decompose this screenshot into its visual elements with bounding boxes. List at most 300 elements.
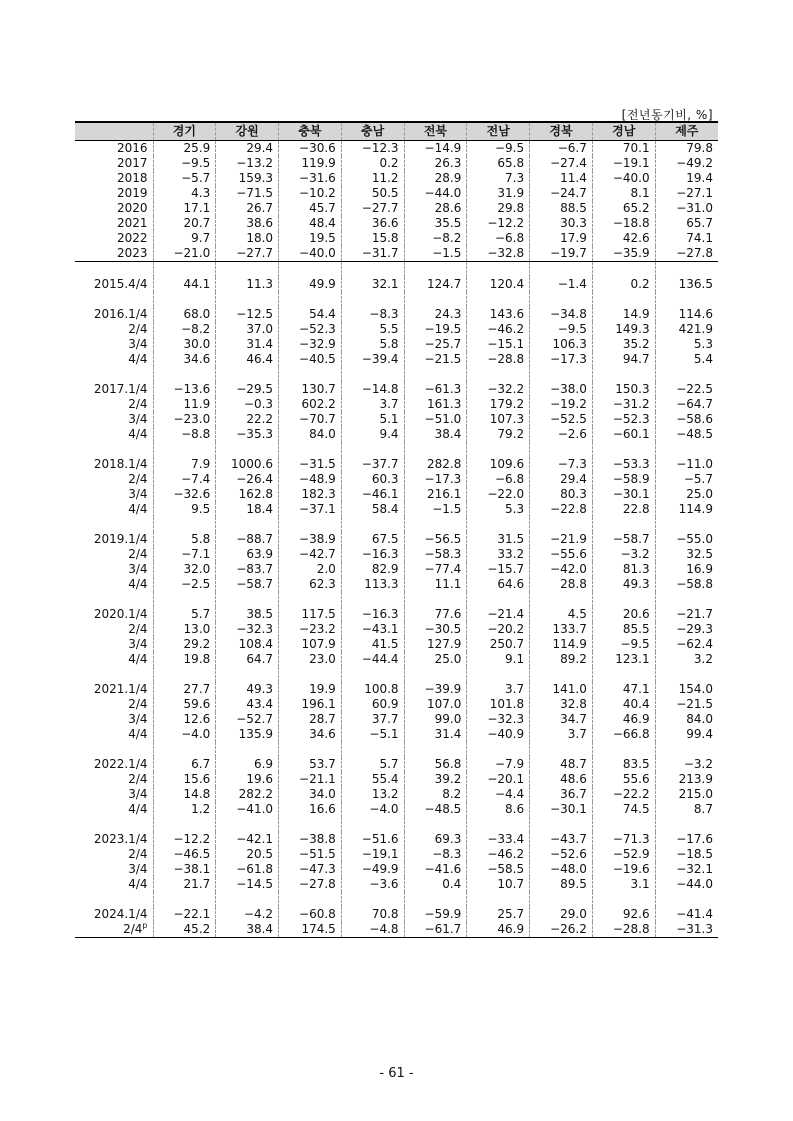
preliminary-mark: p xyxy=(142,921,148,930)
table-cell: −66.8 xyxy=(592,727,655,742)
table-cell: 20.6 xyxy=(592,607,655,622)
table-cell: 1.2 xyxy=(153,802,216,817)
spacer-cell xyxy=(404,817,467,832)
row-label-text: 4/4 xyxy=(128,877,148,891)
table-cell: −3.6 xyxy=(341,877,404,892)
spacer-cell xyxy=(341,367,404,382)
row-label-text: 2020 xyxy=(116,201,148,215)
table-cell: −22.8 xyxy=(530,502,593,517)
table-cell: −88.7 xyxy=(216,532,279,547)
spacer-row xyxy=(75,292,718,307)
table-cell: 5.8 xyxy=(341,337,404,352)
table-cell: 26.3 xyxy=(404,156,467,171)
row-label xyxy=(75,156,153,171)
table-cell: 0.2 xyxy=(592,277,655,292)
spacer-cell xyxy=(216,292,279,307)
table-cell: −0.3 xyxy=(216,397,279,412)
row-label-text: 4/4 xyxy=(128,577,148,591)
table-cell: 63.9 xyxy=(216,547,279,562)
table-cell: −8.2 xyxy=(404,231,467,246)
table-cell: 30.3 xyxy=(530,216,593,231)
table-cell: −51.6 xyxy=(341,832,404,847)
table-cell: −13.6 xyxy=(153,382,216,397)
table-cell: 161.3 xyxy=(404,397,467,412)
table-cell: −6.7 xyxy=(530,141,593,157)
spacer-cell xyxy=(467,817,530,832)
table-cell: 114.9 xyxy=(530,637,593,652)
table-cell: 70.1 xyxy=(592,141,655,157)
table-cell: 83.5 xyxy=(592,757,655,772)
spacer-cell xyxy=(592,292,655,307)
table-cell: −47.3 xyxy=(279,862,342,877)
table-cell: 56.8 xyxy=(404,757,467,772)
row-label-text: 2017 xyxy=(116,156,148,170)
table-cell: 58.4 xyxy=(341,502,404,517)
table-cell: −58.3 xyxy=(404,547,467,562)
table-cell: 35.2 xyxy=(592,337,655,352)
column-header: 강원 xyxy=(216,122,279,141)
table-cell: 107.3 xyxy=(467,412,530,427)
table-cell: 9.5 xyxy=(153,502,216,517)
row-label xyxy=(75,216,153,231)
table-row xyxy=(75,412,718,427)
spacer-cell xyxy=(530,667,593,682)
table-cell: −7.9 xyxy=(467,757,530,772)
table-cell: −27.4 xyxy=(530,156,593,171)
table-cell: 28.8 xyxy=(530,577,593,592)
row-label-text: 2/4 xyxy=(128,547,148,561)
table-cell: 8.7 xyxy=(655,802,718,817)
table-cell: 114.6 xyxy=(655,307,718,322)
table-cell: −42.0 xyxy=(530,562,593,577)
table-cell: 174.5 xyxy=(279,922,342,938)
table-cell: 37.0 xyxy=(216,322,279,337)
table-row xyxy=(75,277,718,292)
table-cell: −26.4 xyxy=(216,472,279,487)
table-cell: −16.3 xyxy=(341,547,404,562)
spacer-cell xyxy=(404,742,467,757)
row-label xyxy=(75,307,153,322)
spacer-cell xyxy=(153,262,216,278)
table-cell: −41.4 xyxy=(655,907,718,922)
table-cell: 136.5 xyxy=(655,277,718,292)
table-cell: −56.5 xyxy=(404,532,467,547)
table-cell: 114.9 xyxy=(655,502,718,517)
table-cell: −46.5 xyxy=(153,847,216,862)
table-cell: 65.2 xyxy=(592,201,655,216)
row-label-text: 3/4 xyxy=(128,637,148,651)
table-cell: −21.9 xyxy=(530,532,593,547)
table-row xyxy=(75,697,718,712)
table-cell: 7.9 xyxy=(153,457,216,472)
table-cell: 282.8 xyxy=(404,457,467,472)
table-cell: −53.3 xyxy=(592,457,655,472)
table-row xyxy=(75,727,718,742)
table-cell: −23.0 xyxy=(153,412,216,427)
table-cell: −71.5 xyxy=(216,186,279,201)
table-cell: 74.1 xyxy=(655,231,718,246)
spacer-cell xyxy=(153,817,216,832)
table-cell: −51.0 xyxy=(404,412,467,427)
spacer-cell xyxy=(655,667,718,682)
table-cell: −52.3 xyxy=(279,322,342,337)
table-cell: 8.1 xyxy=(592,186,655,201)
table-cell: 45.2 xyxy=(153,922,216,938)
table-cell: −44.4 xyxy=(341,652,404,667)
row-label-text: 2/4 xyxy=(128,622,148,636)
row-label xyxy=(75,712,153,727)
table-cell: −40.9 xyxy=(467,727,530,742)
table-cell: −58.6 xyxy=(655,412,718,427)
table-cell: 6.9 xyxy=(216,757,279,772)
table-cell: −64.7 xyxy=(655,397,718,412)
table-row xyxy=(75,231,718,246)
table-cell: 19.6 xyxy=(216,772,279,787)
table-cell: −55.6 xyxy=(530,547,593,562)
table-cell: 22.8 xyxy=(592,502,655,517)
table-row xyxy=(75,877,718,892)
spacer-cell xyxy=(75,742,153,757)
table-cell: −5.7 xyxy=(655,472,718,487)
table-cell: 127.9 xyxy=(404,637,467,652)
spacer-cell xyxy=(75,262,153,278)
spacer-cell xyxy=(530,367,593,382)
table-cell: 117.5 xyxy=(279,607,342,622)
row-label-text: 2/4 xyxy=(128,847,148,861)
row-label-text: 3/4 xyxy=(128,487,148,501)
table-cell: 47.1 xyxy=(592,682,655,697)
table-cell: 45.7 xyxy=(279,201,342,216)
row-label-text: 3/4 xyxy=(128,412,148,426)
table-row xyxy=(75,712,718,727)
table-cell: 28.9 xyxy=(404,171,467,186)
table-body xyxy=(75,141,718,938)
table-cell: 123.1 xyxy=(592,652,655,667)
table-row xyxy=(75,307,718,322)
table-cell: 31.4 xyxy=(216,337,279,352)
row-label xyxy=(75,772,153,787)
table-cell: 80.3 xyxy=(530,487,593,502)
table-cell: 130.7 xyxy=(279,382,342,397)
spacer-cell xyxy=(592,892,655,907)
table-cell: 82.9 xyxy=(341,562,404,577)
table-cell: 19.9 xyxy=(279,682,342,697)
table-cell: 50.5 xyxy=(341,186,404,201)
spacer-row xyxy=(75,367,718,382)
row-label xyxy=(75,652,153,667)
table-cell: 421.9 xyxy=(655,322,718,337)
table-cell: 25.0 xyxy=(655,487,718,502)
table-cell: 215.0 xyxy=(655,787,718,802)
row-label-text: 2019 xyxy=(116,186,148,200)
table-row xyxy=(75,457,718,472)
row-label xyxy=(75,907,153,922)
table-row xyxy=(75,652,718,667)
row-label xyxy=(75,397,153,412)
table-cell: −22.2 xyxy=(592,787,655,802)
spacer-cell xyxy=(341,442,404,457)
table-cell: −8.3 xyxy=(341,307,404,322)
table-cell: 196.1 xyxy=(279,697,342,712)
row-label-text: 4/4 xyxy=(128,502,148,516)
table-row xyxy=(75,562,718,577)
table-cell: −15.7 xyxy=(467,562,530,577)
table-row xyxy=(75,802,718,817)
row-label-text: 2/4 xyxy=(128,697,148,711)
table-cell: 31.4 xyxy=(404,727,467,742)
table-cell: −40.0 xyxy=(279,246,342,262)
table-cell: 21.7 xyxy=(153,877,216,892)
table-cell: −7.4 xyxy=(153,472,216,487)
spacer-cell xyxy=(216,742,279,757)
table-cell: −21.5 xyxy=(404,352,467,367)
row-label xyxy=(75,277,153,292)
table-cell: −58.7 xyxy=(216,577,279,592)
row-label-text: 2016.1/4 xyxy=(93,307,148,321)
spacer-cell xyxy=(279,367,342,382)
table-cell: 29.4 xyxy=(216,141,279,157)
table-cell: −21.7 xyxy=(655,607,718,622)
row-label xyxy=(75,186,153,201)
table-cell: 46.9 xyxy=(467,922,530,938)
row-label-text: 3/4 xyxy=(128,862,148,876)
spacer-cell xyxy=(75,592,153,607)
table-cell: −22.0 xyxy=(467,487,530,502)
table-cell: −8.3 xyxy=(404,847,467,862)
spacer-cell xyxy=(655,817,718,832)
table-cell: 32.0 xyxy=(153,562,216,577)
table-row xyxy=(75,862,718,877)
spacer-cell xyxy=(655,592,718,607)
table-cell: −8.2 xyxy=(153,322,216,337)
table-cell: 106.3 xyxy=(530,337,593,352)
table-cell: 99.0 xyxy=(404,712,467,727)
table-cell: 92.6 xyxy=(592,907,655,922)
row-label-text: 4/4 xyxy=(128,652,148,666)
row-label xyxy=(75,427,153,442)
row-label-text: 2/4 xyxy=(128,772,148,786)
table-cell: −4.0 xyxy=(153,727,216,742)
table-cell: −60.8 xyxy=(279,907,342,922)
table-row xyxy=(75,682,718,697)
row-label-text: 2018.1/4 xyxy=(93,457,148,471)
table-cell: 25.7 xyxy=(467,907,530,922)
table-cell: −43.7 xyxy=(530,832,593,847)
table-cell: 64.7 xyxy=(216,652,279,667)
table-cell: −70.7 xyxy=(279,412,342,427)
spacer-cell xyxy=(530,442,593,457)
table-cell: −17.6 xyxy=(655,832,718,847)
table-cell: −41.0 xyxy=(216,802,279,817)
table-row xyxy=(75,171,718,186)
table-cell: 133.7 xyxy=(530,622,593,637)
table-cell: −58.9 xyxy=(592,472,655,487)
row-label-text: 4/4 xyxy=(128,802,148,816)
table-cell: 54.4 xyxy=(279,307,342,322)
table-cell: −17.3 xyxy=(404,472,467,487)
spacer-cell xyxy=(655,367,718,382)
table-cell: 28.6 xyxy=(404,201,467,216)
spacer-cell xyxy=(592,442,655,457)
table-cell: 159.3 xyxy=(216,171,279,186)
table-cell: −11.0 xyxy=(655,457,718,472)
table-cell: 29.0 xyxy=(530,907,593,922)
spacer-row xyxy=(75,442,718,457)
header-corner xyxy=(75,122,153,141)
table-cell: −20.1 xyxy=(467,772,530,787)
table-cell: 17.1 xyxy=(153,201,216,216)
row-label xyxy=(75,862,153,877)
table-cell: 9.7 xyxy=(153,231,216,246)
row-label xyxy=(75,607,153,622)
table-cell: 74.5 xyxy=(592,802,655,817)
table-cell: −32.2 xyxy=(467,382,530,397)
row-label-text: 2021 xyxy=(116,216,148,230)
row-label xyxy=(75,847,153,862)
table-cell: 36.6 xyxy=(341,216,404,231)
table-cell: −27.1 xyxy=(655,186,718,201)
spacer-cell xyxy=(530,892,593,907)
table-cell: −21.0 xyxy=(153,246,216,262)
spacer-cell xyxy=(153,742,216,757)
table-cell: 24.3 xyxy=(404,307,467,322)
table-cell: 46.9 xyxy=(592,712,655,727)
table-row xyxy=(75,622,718,637)
table-cell: −35.3 xyxy=(216,427,279,442)
table-cell: 11.2 xyxy=(341,171,404,186)
spacer-row xyxy=(75,262,718,278)
table-cell: 5.8 xyxy=(153,532,216,547)
table-cell: 81.3 xyxy=(592,562,655,577)
table-cell: −40.5 xyxy=(279,352,342,367)
spacer-cell xyxy=(216,592,279,607)
table-cell: 29.8 xyxy=(467,201,530,216)
table-cell: 23.0 xyxy=(279,652,342,667)
spacer-cell xyxy=(530,262,593,278)
table-cell: −3.2 xyxy=(655,757,718,772)
spacer-cell xyxy=(341,817,404,832)
table-cell: −30.5 xyxy=(404,622,467,637)
spacer-cell xyxy=(279,667,342,682)
row-label-text: 3/4 xyxy=(128,562,148,576)
spacer-cell xyxy=(279,517,342,532)
table-cell: 79.8 xyxy=(655,141,718,157)
table-cell: 41.5 xyxy=(341,637,404,652)
row-label-text: 2023 xyxy=(116,246,148,260)
table-row xyxy=(75,502,718,517)
row-label-text: 2022.1/4 xyxy=(93,757,148,771)
table-cell: 5.3 xyxy=(467,502,530,517)
table-cell: 16.6 xyxy=(279,802,342,817)
table-cell: 15.6 xyxy=(153,772,216,787)
table-row xyxy=(75,847,718,862)
spacer-cell xyxy=(655,442,718,457)
column-header: 경북 xyxy=(530,122,593,141)
table-cell: −28.8 xyxy=(467,352,530,367)
row-label-text: 3/4 xyxy=(128,787,148,801)
table-cell: 26.7 xyxy=(216,201,279,216)
table-cell: 19.4 xyxy=(655,171,718,186)
table-cell: 282.2 xyxy=(216,787,279,802)
table-cell: −4.2 xyxy=(216,907,279,922)
table-cell: 8.2 xyxy=(404,787,467,802)
spacer-cell xyxy=(153,517,216,532)
table-cell: 18.0 xyxy=(216,231,279,246)
table-cell: −14.8 xyxy=(341,382,404,397)
row-label-text: 2021.1/4 xyxy=(93,682,148,696)
spacer-cell xyxy=(467,517,530,532)
spacer-cell xyxy=(467,292,530,307)
row-label xyxy=(75,622,153,637)
table-row xyxy=(75,141,718,157)
table-cell: 143.6 xyxy=(467,307,530,322)
column-header: 충남 xyxy=(341,122,404,141)
spacer-cell xyxy=(530,592,593,607)
table-row xyxy=(75,577,718,592)
spacer-cell xyxy=(216,442,279,457)
table-cell: −21.1 xyxy=(279,772,342,787)
table-cell: −32.9 xyxy=(279,337,342,352)
table-cell: 107.9 xyxy=(279,637,342,652)
table-cell: −6.8 xyxy=(467,472,530,487)
table-cell: 84.0 xyxy=(655,712,718,727)
spacer-cell xyxy=(153,592,216,607)
table-cell: −52.6 xyxy=(530,847,593,862)
spacer-cell xyxy=(216,817,279,832)
spacer-cell xyxy=(75,367,153,382)
table-cell: −19.6 xyxy=(592,862,655,877)
table-cell: 32.8 xyxy=(530,697,593,712)
table-cell: −30.1 xyxy=(592,487,655,502)
spacer-cell xyxy=(153,667,216,682)
table-cell: 65.7 xyxy=(655,216,718,231)
row-label xyxy=(75,141,153,157)
table-cell: 34.6 xyxy=(153,352,216,367)
table-cell: 38.4 xyxy=(216,922,279,938)
table-cell: −28.8 xyxy=(592,922,655,938)
table-cell: 49.9 xyxy=(279,277,342,292)
row-label-text: 2/4 xyxy=(128,472,148,486)
table-cell: −62.4 xyxy=(655,637,718,652)
table-cell: 18.4 xyxy=(216,502,279,517)
table-cell: 10.7 xyxy=(467,877,530,892)
table-cell: 119.9 xyxy=(279,156,342,171)
row-label-text: 2017.1/4 xyxy=(93,382,148,396)
table-row xyxy=(75,337,718,352)
table-row xyxy=(75,156,718,171)
table-cell: 30.0 xyxy=(153,337,216,352)
spacer-cell xyxy=(75,517,153,532)
table-cell: 11.3 xyxy=(216,277,279,292)
table-cell: 13.0 xyxy=(153,622,216,637)
spacer-cell xyxy=(279,817,342,832)
table-cell: −12.2 xyxy=(467,216,530,231)
table-cell: −19.1 xyxy=(341,847,404,862)
table-cell: −14.5 xyxy=(216,877,279,892)
table-cell: 250.7 xyxy=(467,637,530,652)
table-cell: 31.9 xyxy=(467,186,530,201)
table-cell: −43.1 xyxy=(341,622,404,637)
row-label xyxy=(75,412,153,427)
table-row xyxy=(75,532,718,547)
page-number: - 61 - xyxy=(379,1066,414,1081)
spacer-cell xyxy=(655,892,718,907)
table-cell: 29.4 xyxy=(530,472,593,487)
table-cell: 38.5 xyxy=(216,607,279,622)
table-cell: 44.1 xyxy=(153,277,216,292)
table-cell: −42.7 xyxy=(279,547,342,562)
table-cell: −33.4 xyxy=(467,832,530,847)
